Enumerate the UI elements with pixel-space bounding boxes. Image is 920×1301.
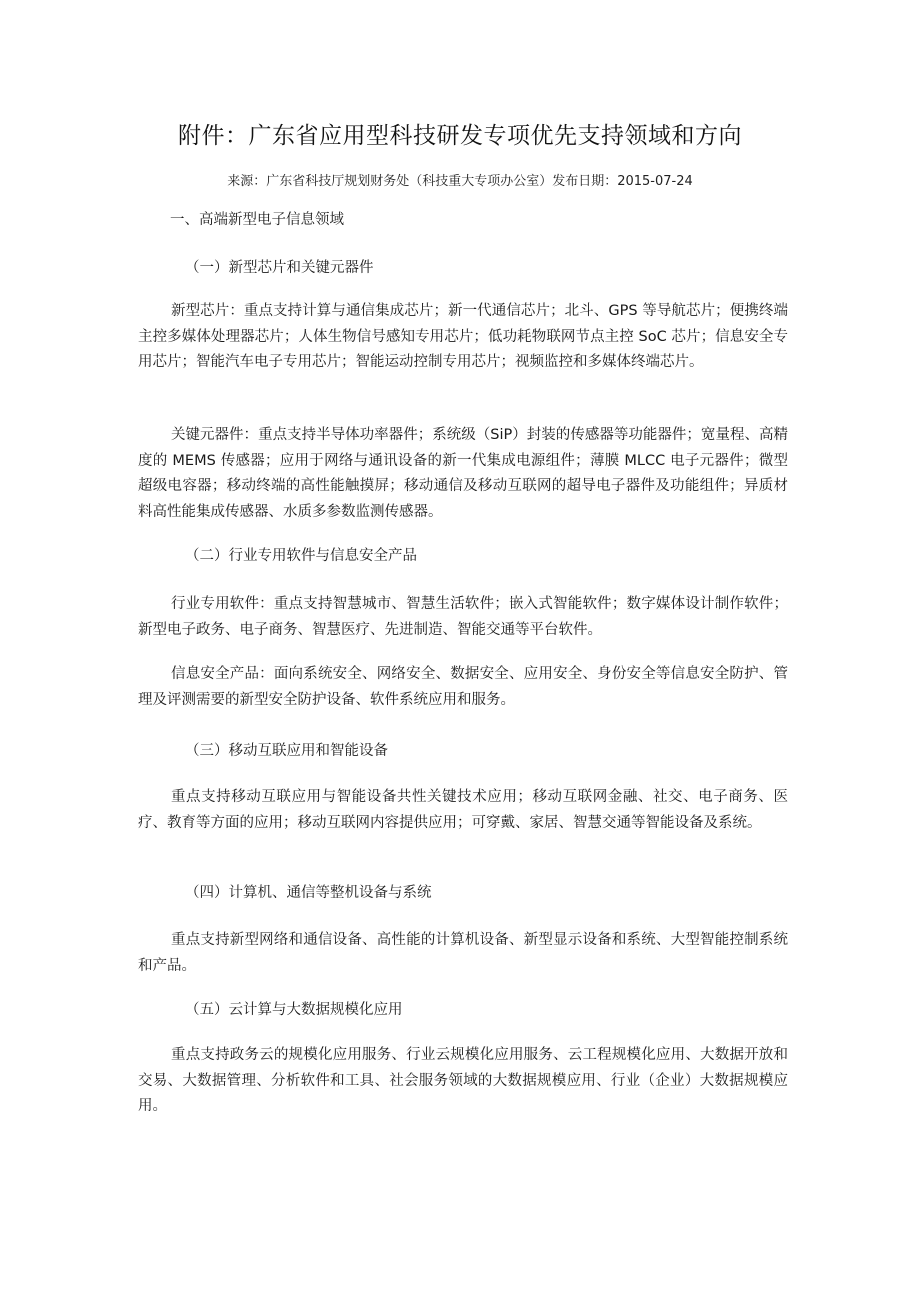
- subsection-heading: （四）计算机、通信等整机设备与系统: [185, 885, 432, 901]
- source-line: 来源：广东省科技厅规划财务处（科技重大专项办公室）发布日期：2015-07-24: [227, 174, 693, 189]
- section-heading: 一、高端新型电子信息领域: [170, 212, 344, 228]
- paragraph: 信息安全产品：面向系统安全、网络安全、数据安全、应用安全、身份安全等信息安全防护、管理及评测需要的新型安全防护设备、软件系统应用和服务。: [138, 666, 788, 708]
- subsection-heading: （二）行业专用软件与信息安全产品: [185, 548, 417, 564]
- paragraph: 重点支持移动互联应用与智能设备共性关键技术应用；移动互联网金融、社交、电子商务、医疗、教育等方面的应用；移动互联网内容提供应用；可穿戴、家居、智慧交通等智能设备及系统。: [138, 789, 788, 831]
- subsection-heading: （三）移动互联应用和智能设备: [185, 743, 388, 759]
- subsection-heading: （五）云计算与大数据规模化应用: [185, 1002, 403, 1018]
- paragraph: 重点支持新型网络和通信设备、高性能的计算机设备、新型显示设备和系统、大型智能控制系统和产品。: [138, 932, 788, 974]
- paragraph: 重点支持政务云的规模化应用服务、行业云规模化应用服务、云工程规模化应用、大数据开放和交易、大数据管理、分析软件和工具、社会服务领域的大数据规模应用、行业（企业）大数据规模应用。: [138, 1047, 788, 1114]
- document-title: 附件：广东省应用型科技研发专项优先支持领域和方向: [178, 123, 742, 149]
- paragraph: 行业专用软件：重点支持智慧城市、智慧生活软件；嵌入式智能软件；数字媒体设计制作软件；新型电子政务、电子商务、智慧医疗、先进制造、智能交通等平台软件。: [138, 596, 788, 638]
- paragraph: 新型芯片：重点支持计算与通信集成芯片；新一代通信芯片；北斗、GPS 等导航芯片；便携终端主控多媒体处理器芯片；人体生物信号感知专用芯片；低功耗物联网节点主控 SoC 芯片；信息安全专用芯片；智能汽车电子专用芯片；智能运动控制专用芯片；视频监控和多媒体终端芯片。: [138, 303, 788, 370]
- paragraph: 关键元器件：重点支持半导体功率器件；系统级（SiP）封装的传感器等功能器件；宽量程、高精度的 MEMS 传感器；应用于网络与通讯设备的新一代集成电源组件；薄膜 MLCC 电子元器件；微型超级电容器；移动终端的高性能触摸屏；移动通信及移动互联网的超导电子器件及功能组件；异质材料高性能集成传感器、水质多参数监测传感器。: [138, 427, 788, 520]
- subsection-heading: （一）新型芯片和关键元器件: [185, 260, 374, 276]
